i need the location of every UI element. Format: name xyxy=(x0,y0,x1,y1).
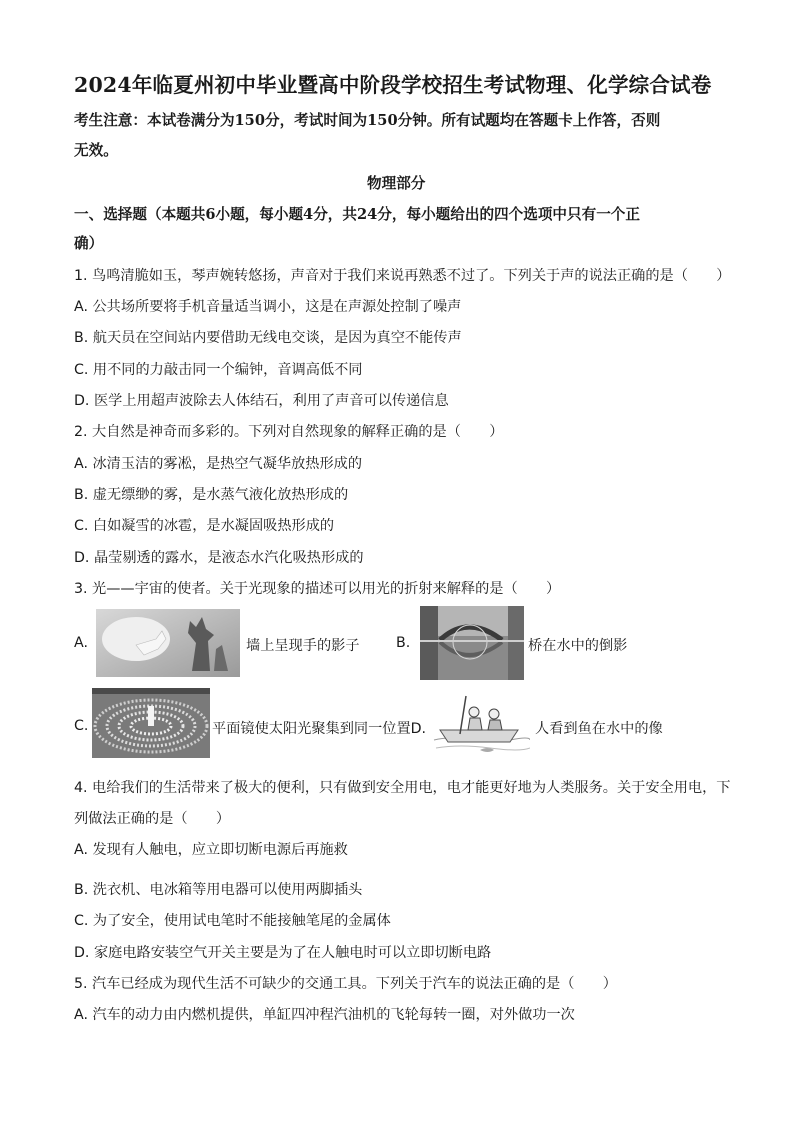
question-3-stem: 3. 光——宇宙的使者。关于光现象的描述可以用光的折射来解释的是（ ） xyxy=(74,581,561,597)
question-5-option-a: A. 汽车的动力由内燃机提供，单缸四冲程汽油机的飞轮每转一圈，对外做功一次 xyxy=(74,1007,575,1023)
question-1-option-c: C. 用不同的力敲击同一个编钟，音调高低不同 xyxy=(74,362,363,378)
notice-line-2: 无效。 xyxy=(74,142,118,159)
question-2-option-c: C. 白如凝雪的冰雹，是水凝固吸热形成的 xyxy=(74,518,335,534)
question-3-option-b-letter: B. xyxy=(396,635,411,651)
question-4-option-a: A. 发现有人触电，应立即切断电源后再施救 xyxy=(74,842,348,858)
question-4-stem-line-2: 列做法正确的是（ ） xyxy=(74,811,231,827)
question-2-option-b: B. 虚无缥缈的雾，是水蒸气液化放热形成的 xyxy=(74,487,349,503)
question-2-stem: 2. 大自然是神奇而多彩的。下列对自然现象的解释正确的是（ ） xyxy=(74,424,504,440)
part-heading-line-2: 确） xyxy=(74,235,104,252)
question-3-option-a-letter: A. xyxy=(74,635,88,651)
solar-mirror-field-image xyxy=(92,688,210,758)
question-1-option-d: D. 医学上用超声波除去人体结石，利用了声音可以传递信息 xyxy=(74,393,449,409)
question-1-option-b: B. 航天员在空间站内要借助无线电交谈，是因为真空不能传声 xyxy=(74,330,462,346)
question-4-option-d: D. 家庭电路安装空气开关主要是为了在人触电时可以立即切断电路 xyxy=(74,945,492,961)
question-3-option-d-text: 人看到鱼在水中的像 xyxy=(535,721,663,737)
question-2-option-a: A. 冰清玉洁的雾凇，是热空气凝华放热形成的 xyxy=(74,456,363,472)
question-3-option-a-text: 墙上呈现手的影子 xyxy=(246,638,360,654)
question-3-option-b-text: 桥在水中的倒影 xyxy=(528,638,628,654)
part-heading-line-1: 一、选择题（本题共6小题，每小题4分，共24分，每小题给出的四个选项中只有一个正 xyxy=(74,206,640,223)
hand-shadow-image xyxy=(96,609,240,677)
question-4-option-c: C. 为了安全，使用试电笔时不能接触笔尾的金属体 xyxy=(74,913,391,929)
boat-fish-image xyxy=(430,690,530,760)
exam-title: 2024年临夏州初中毕业暨高中阶段学校招生考试物理、化学综合试卷 xyxy=(74,73,712,97)
notice-line-1: 考生注意：本试卷满分为150分，考试时间为150分钟。所有试题均在答题卡上作答，否则 xyxy=(74,112,661,129)
question-2-option-d: D. 晶莹剔透的露水，是液态水汽化吸热形成的 xyxy=(74,550,364,566)
section-title: 物理部分 xyxy=(367,175,426,192)
question-5-stem: 5. 汽车已经成为现代生活不可缺少的交通工具。下列关于汽车的说法正确的是（ ） xyxy=(74,976,617,992)
question-1-stem: 1. 鸟鸣清脆如玉，琴声婉转悠扬，声音对于我们来说再熟悉不过了。下列关于声的说法正确的是（ ） xyxy=(74,268,731,284)
bridge-reflection-image xyxy=(420,606,524,680)
question-3-option-c-text: 平面镜使太阳光聚集到同一位置D. xyxy=(212,721,427,737)
question-4-stem-line-1: 4. 电给我们的生活带来了极大的便利，只有做到安全用电，电才能更好地为人类服务。关于安全用电，下 xyxy=(74,780,731,796)
question-3-option-c-letter: C. xyxy=(74,718,89,734)
question-1-option-a: A. 公共场所要将手机音量适当调小，这是在声源处控制了噪声 xyxy=(74,299,462,315)
question-4-option-b: B. 洗衣机、电冰箱等用电器可以使用两脚插头 xyxy=(74,882,363,898)
